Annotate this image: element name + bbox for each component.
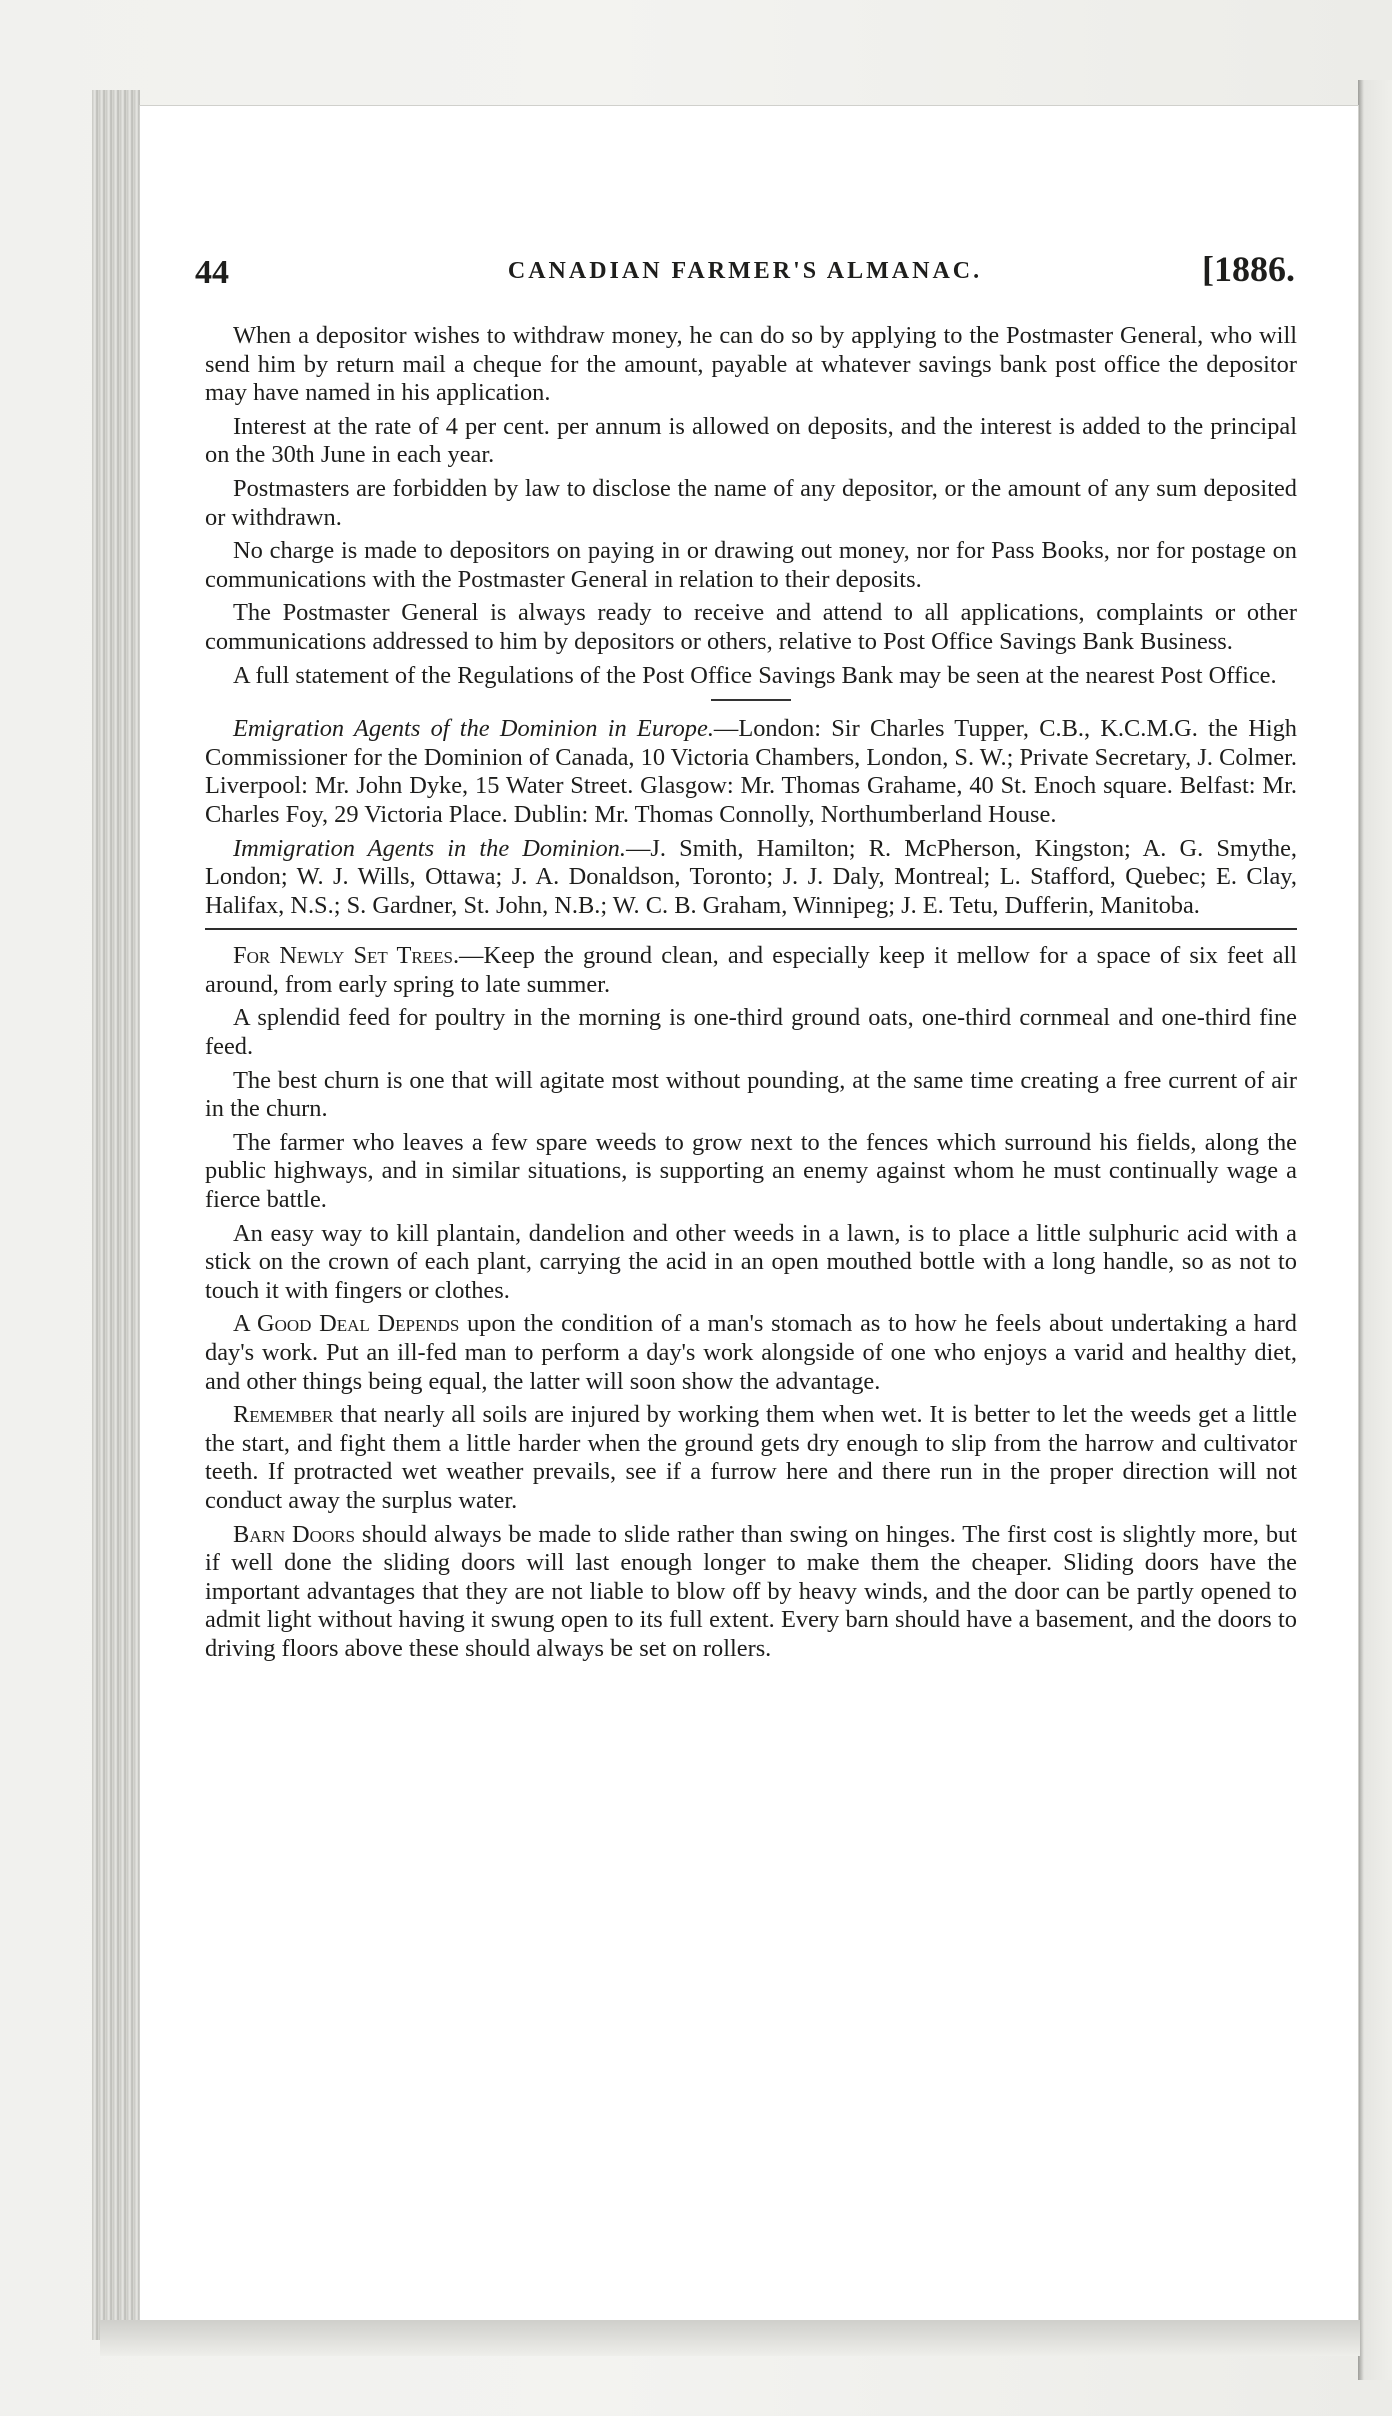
year-label: [1886. <box>1202 249 1295 289</box>
good-deal-text: upon the condition of a man's stomach as to how he feels about undertaking a hard day's work. Put an ill-fed man to perform a day's work alongside of one who enjoys a varid and healthy diet, and other things being equal, the latter will soon show the advantage. <box>205 1310 1297 1395</box>
paragraph-good-deal <box>205 1310 1297 1396</box>
paragraph-interest: Interest at the rate of 4 per cent. per annum is allowed on deposits, and the interest is added to the principal on the 30th June in each year. <box>205 412 1297 469</box>
paragraph-churn: The best churn is one that will agitate most without pounding, at the same time creating a free current of air in the churn. <box>205 1066 1297 1123</box>
barn-lead: Barn Doors <box>233 1520 356 1548</box>
paragraph-regulations: A full statement of the Regulations of the Post Office Savings Bank may be seen at the nearest Post Office. <box>233 661 1277 689</box>
europe-agents-text: —London: Sir Charles Tupper, C.B., K.C.M.G. the High Commissioner for the Dominion of Canada, 10 Victoria Chambers, London, S. W.; Private Secretary, J. Colmer. Liverpool: Mr. John Dyke, 15 Water Street. Glasgow: Mr. Thomas Grahame, 40 St. Enoch square. Belfast: Mr. Charles Foy, 29 Victoria Place. Dublin: Mr. Thomas Connolly, Northumberland House. <box>205 715 1297 828</box>
trees-lead: For Newly Set Trees. <box>233 942 460 970</box>
remember-lead: Remember <box>233 1401 334 1429</box>
dominion-agents-heading: Immigration Agents in the Dominion. <box>233 834 626 862</box>
barn-text: should always be made to slide rather than swing on hinges. The first cost is slightly more, but if well done the sliding doors will last enough longer to make them the cheaper. Sliding doors have the important advantages that they are not liable to blow off by heavy winds, and the door can be partly opened to admit light without having it swung open to its full extent. Every barn should have a basement, and the doors to driving floors above these should always be set on rollers. <box>205 1520 1297 1662</box>
paragraph-europe-agents <box>205 715 1297 829</box>
paragraph-applications: The Postmaster General is always ready to receive and attend to all applications, complaints or other communications addressed to him by depositors or others, relative to Post Office Savings Bank Business. <box>205 599 1297 655</box>
book-gutter <box>92 90 140 2340</box>
page-header <box>195 248 1295 298</box>
paragraph-withdraw: When a depositor wishes to withdraw money, he can do so by applying to the Postmaster General, who will send him by return mail a cheque for the amount, payable at whatever savings bank post office the depositor may have named in his application. <box>205 322 1297 407</box>
paragraph-no-charge: No charge is made to depositors on paying in or drawing out money, nor for Pass Books, nor for postage on communications with the Postmaster General in relation to their deposits. <box>205 537 1297 593</box>
page-stack-edge <box>100 2320 1360 2356</box>
paragraph-plantain: An easy way to kill plantain, dandelion and other weeds in a lawn, is to place a little sulphuric acid with a stick on the crown of each plant, carrying the acid in an open mouthed bottle with a long handle, so as not to touch it with fingers or clothes. <box>205 1219 1297 1304</box>
paragraph-trees <box>205 942 1297 999</box>
good-deal-lead: A Good Deal Depends <box>233 1310 460 1338</box>
trees-text: —Keep the ground clean, and especially keep it mellow for a space of six feet all around, from early spring to late summer. <box>205 942 1297 998</box>
facing-page-edge <box>1358 80 1392 2380</box>
paragraph-barn-doors <box>205 1521 1297 1664</box>
paragraph-remember <box>205 1401 1297 1515</box>
page-body <box>205 322 1297 1669</box>
paragraph-weeds: The farmer who leaves a few spare weeds to grow next to the fences which surround his fields, along the public highways, and in similar situations, is supporting an enemy against whom he must continually wage a fierce battle. <box>205 1128 1297 1214</box>
dominion-agents-text: —J. Smith, Hamilton; R. McPherson, Kingston; A. G. Smythe, London; W. J. Wills, Ottawa; J. A. Donaldson, Toronto; J. J. Daly, Montreal; L. Stafford, Quebec; E. Clay, Halifax, N.S.; S. Gardner, St. John, N.B.; W. C. B. Graham, Winnipeg; J. E. Tetu, Dufferin, Manitoba. <box>205 834 1297 919</box>
running-title: CANADIAN FARMER'S ALMANAC. <box>507 258 983 284</box>
europe-agents-heading: Emigration Agents of the Dominion in Europe. <box>233 715 714 743</box>
remember-text: that nearly all soils are injured by working them when wet. It is better to let the weeds get a little the start, and fight them a little harder when the ground gets dry enough to slip from the harrow and cultivator teeth. If protracted wet weather prevails, see if a furrow here and there run in the proper direction will not conduct away the surplus water. <box>205 1401 1297 1514</box>
section-divider-full <box>205 928 1297 930</box>
paragraph-dominion-agents <box>205 835 1297 921</box>
page-number: 44 <box>195 254 229 291</box>
section-divider-short <box>711 699 791 701</box>
paragraph-poultry: A splendid feed for poultry in the morning is one-third ground oats, one-third cornmeal and one-third fine feed. <box>205 1004 1297 1061</box>
paragraph-secrecy: Postmasters are forbidden by law to disclose the name of any depositor, or the amount of any sum deposited or withdrawn. <box>205 474 1297 531</box>
